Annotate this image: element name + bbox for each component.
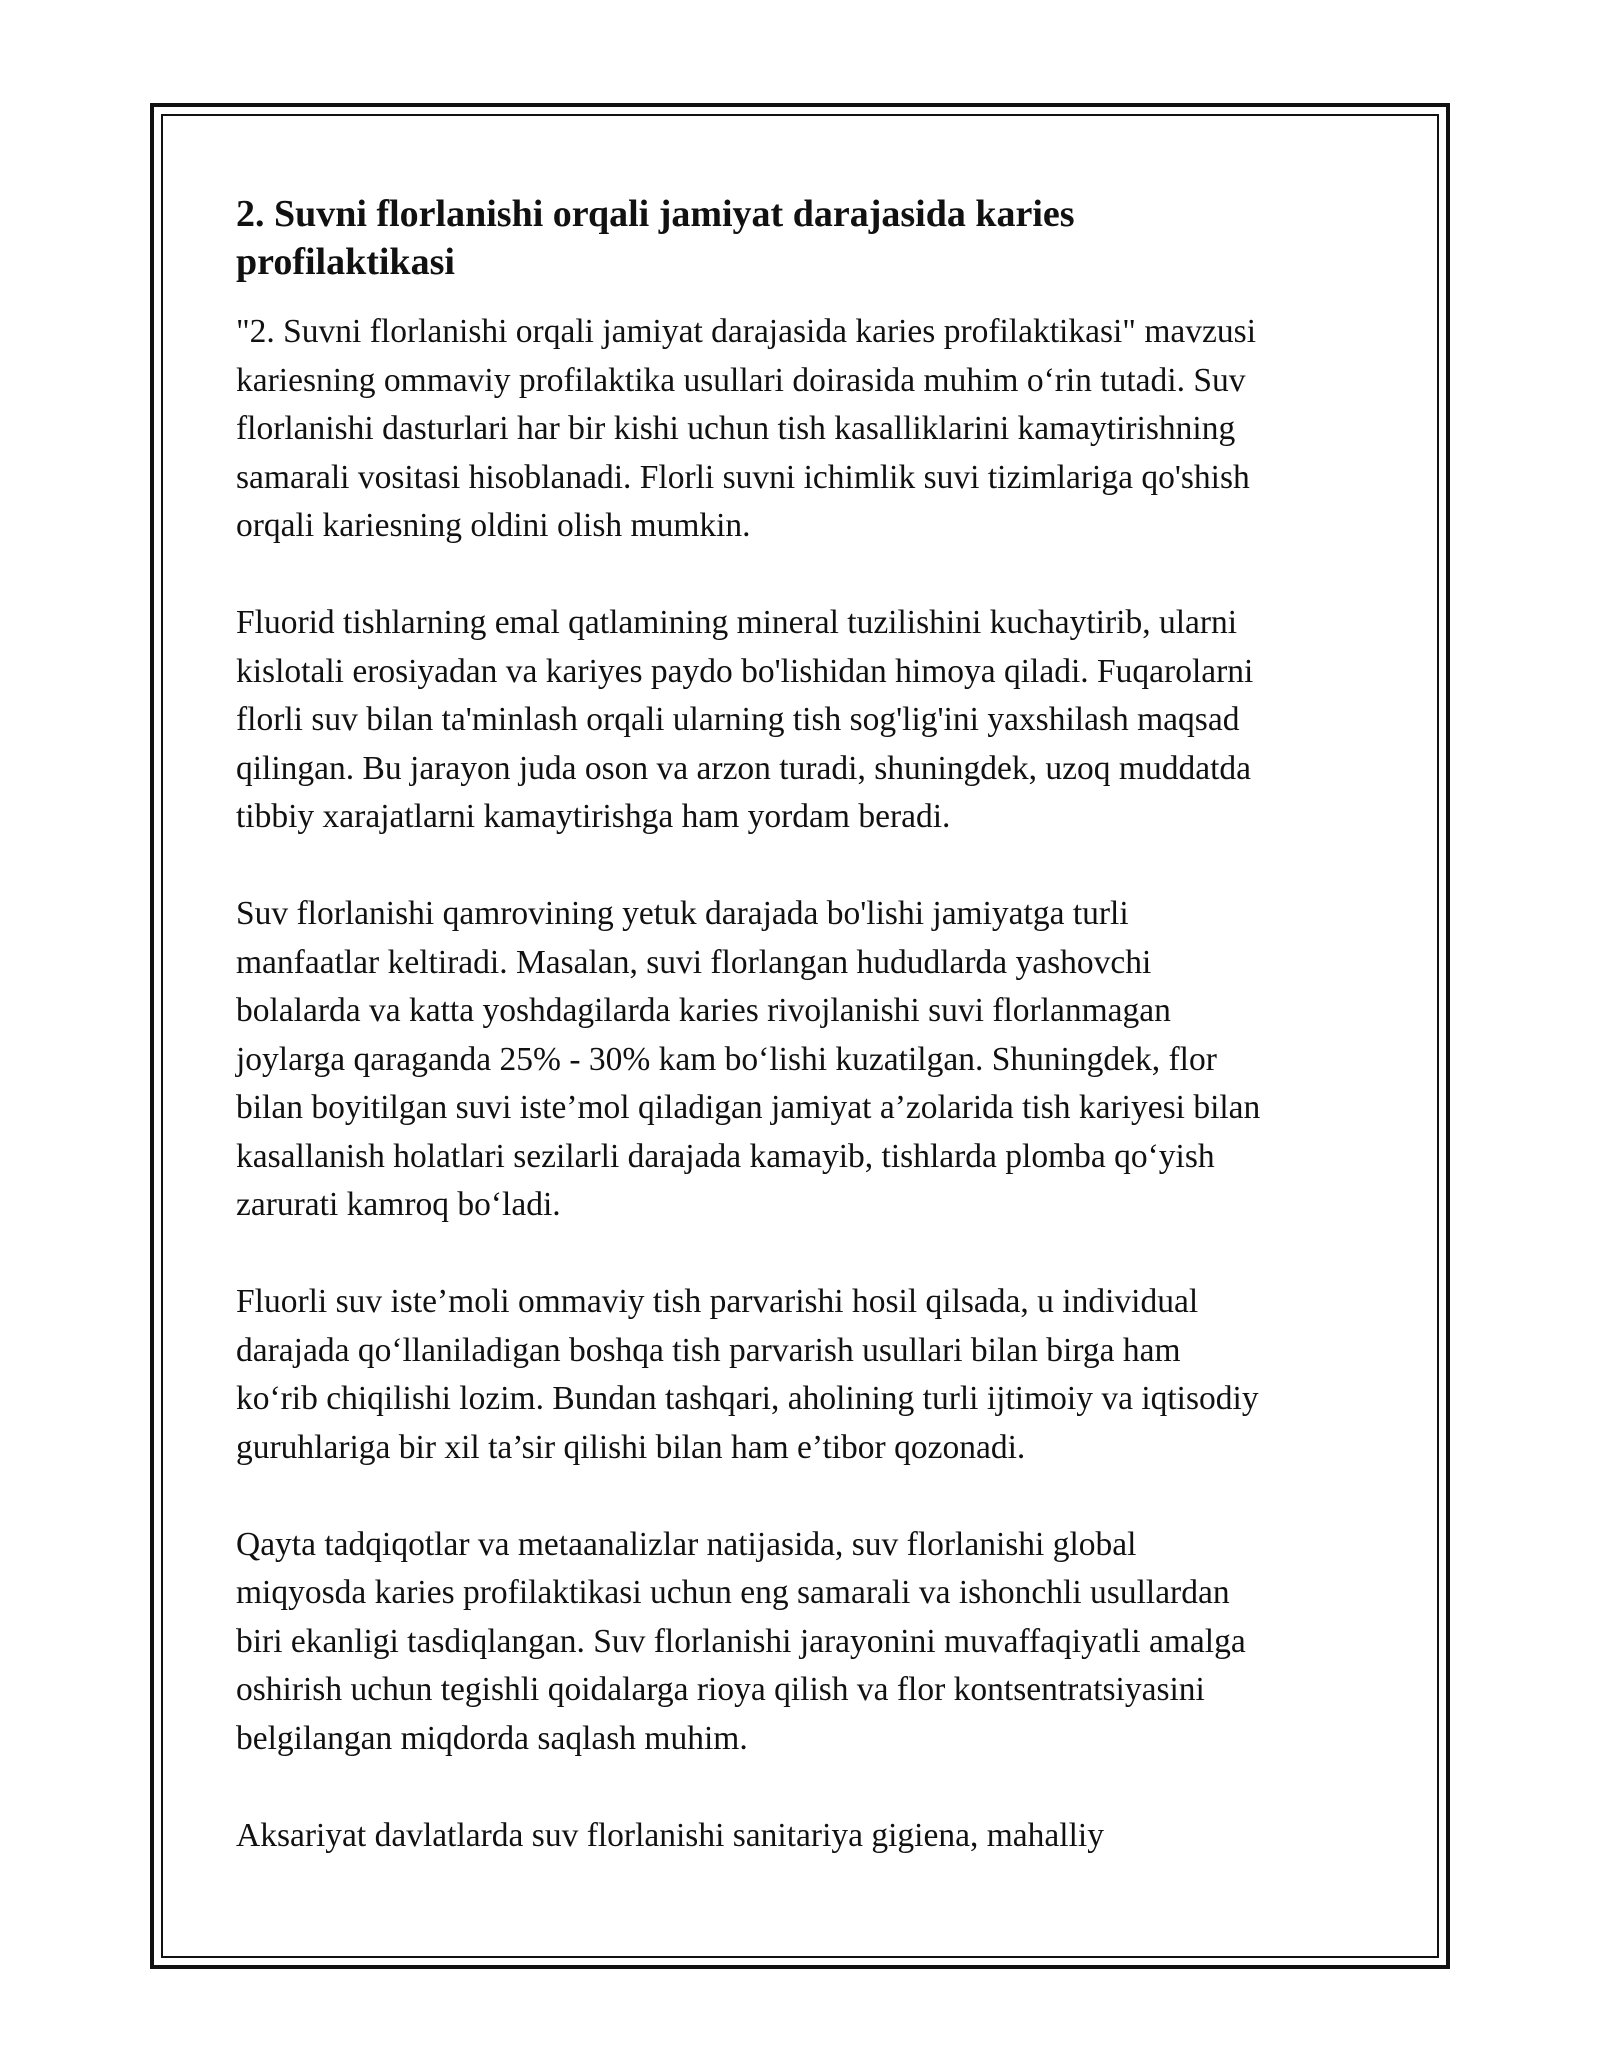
- heading-line: 2. Suvni florlanishi orqali jamiyat darajasida karies: [236, 193, 1075, 235]
- text-line: biri ekanligi tasdiqlangan. Suv florlanishi jarayonini muvaffaqiyatli amalga: [236, 1622, 1246, 1660]
- text-line: kislotali erosiyadan va kariyes paydo bo'lishidan himoya qiladi. Fuqarolarni: [236, 652, 1254, 690]
- text-line: samarali vositasi hisoblanadi. Florli suvni ichimlik suvi tizimlariga qo'shish: [236, 458, 1250, 496]
- text-line: florlanishi dasturlari har bir kishi uchun tish kasalliklarini kamaytirishning: [236, 410, 1236, 447]
- text-line: bilan boyitilgan suvi iste’mol qiladigan jamiyat a’zolarida tish kariyesi bilan: [236, 1089, 1261, 1126]
- text-line: ko‘rib chiqilishi lozim. Bundan tashqari, aholining turli ijtimoiy va iqtisodiy: [236, 1380, 1259, 1417]
- text-line: belgilangan miqdorda saqlash muhim.: [236, 1719, 748, 1757]
- text-line: joylarga qaraganda 25% - 30% kam bo‘lishi kuzatilgan. Shuningdek, flor: [236, 1040, 1217, 1078]
- text-line: zarurati kamroq bo‘ladi.: [236, 1186, 561, 1223]
- text-line: "2. Suvni florlanishi orqali jamiyat darajasida karies profilaktikasi" mavzusi: [236, 313, 1256, 350]
- text-line: kasallanish holatlari sezilarli darajada kamayib, tishlarda plomba qo‘yish: [236, 1137, 1215, 1175]
- text-line: florli suv bilan ta'minlash orqali ularning tish sog'lig'ini yaxshilash maqsad: [236, 701, 1240, 738]
- text-line: Qayta tadqiqotlar va metaanalizlar natijasida, suv florlanishi global: [236, 1525, 1137, 1563]
- paragraph-4: [236, 1278, 1366, 1472]
- paragraph-2: [236, 599, 1366, 842]
- document-body: [236, 190, 1366, 1909]
- text-line: bolalarda va katta yoshdagilarda karies rivojlanishi suvi florlanmagan: [236, 992, 1171, 1029]
- text-line: qilingan. Bu jarayon juda oson va arzon turadi, shuningdek, uzoq muddatda: [236, 749, 1252, 787]
- paragraph-1: [236, 308, 1366, 551]
- text-line: Fluorid tishlarning emal qatlamining mineral tuzilishini kuchaytirib, ularni: [236, 604, 1238, 641]
- text-line: darajada qo‘llaniladigan boshqa tish parvarish usullari bilan birga ham: [236, 1331, 1181, 1369]
- text-line: orqali kariesning oldini olish mumkin.: [236, 507, 751, 544]
- text-line: miqyosda karies profilaktikasi uchun eng samarali va ishonchli usullardan: [236, 1574, 1230, 1611]
- text-line: Suv florlanishi qamrovining yetuk darajada bo'lishi jamiyatga turli: [236, 895, 1129, 932]
- text-line: Aksariyat davlatlarda suv florlanishi sanitariya gigiena, mahalliy: [236, 1816, 1104, 1854]
- paragraph-3: [236, 890, 1366, 1230]
- text-line: tibbiy xarajatlarni kamaytirishga ham yordam beradi.: [236, 798, 951, 835]
- heading-line: profilaktikasi: [236, 241, 455, 283]
- paragraph-6: [236, 1812, 1366, 1861]
- paragraph-5: [236, 1521, 1366, 1764]
- text-line: oshirish uchun tegishli qoidalarga rioya qilish va flor kontsentratsiyasini: [236, 1671, 1205, 1708]
- text-line: kariesning ommaviy profilaktika usullari doirasida muhim o‘rin tutadi. Suv: [236, 361, 1246, 399]
- text-line: Fluorli suv iste’moli ommaviy tish parvarishi hosil qilsada, u individual: [236, 1283, 1199, 1320]
- text-line: guruhlariga bir xil ta’sir qilishi bilan ham e’tibor qozonadi.: [236, 1428, 1026, 1466]
- section-heading: [236, 190, 1366, 286]
- text-line: manfaatlar keltiradi. Masalan, suvi florlangan hududlarda yashovchi: [236, 943, 1152, 981]
